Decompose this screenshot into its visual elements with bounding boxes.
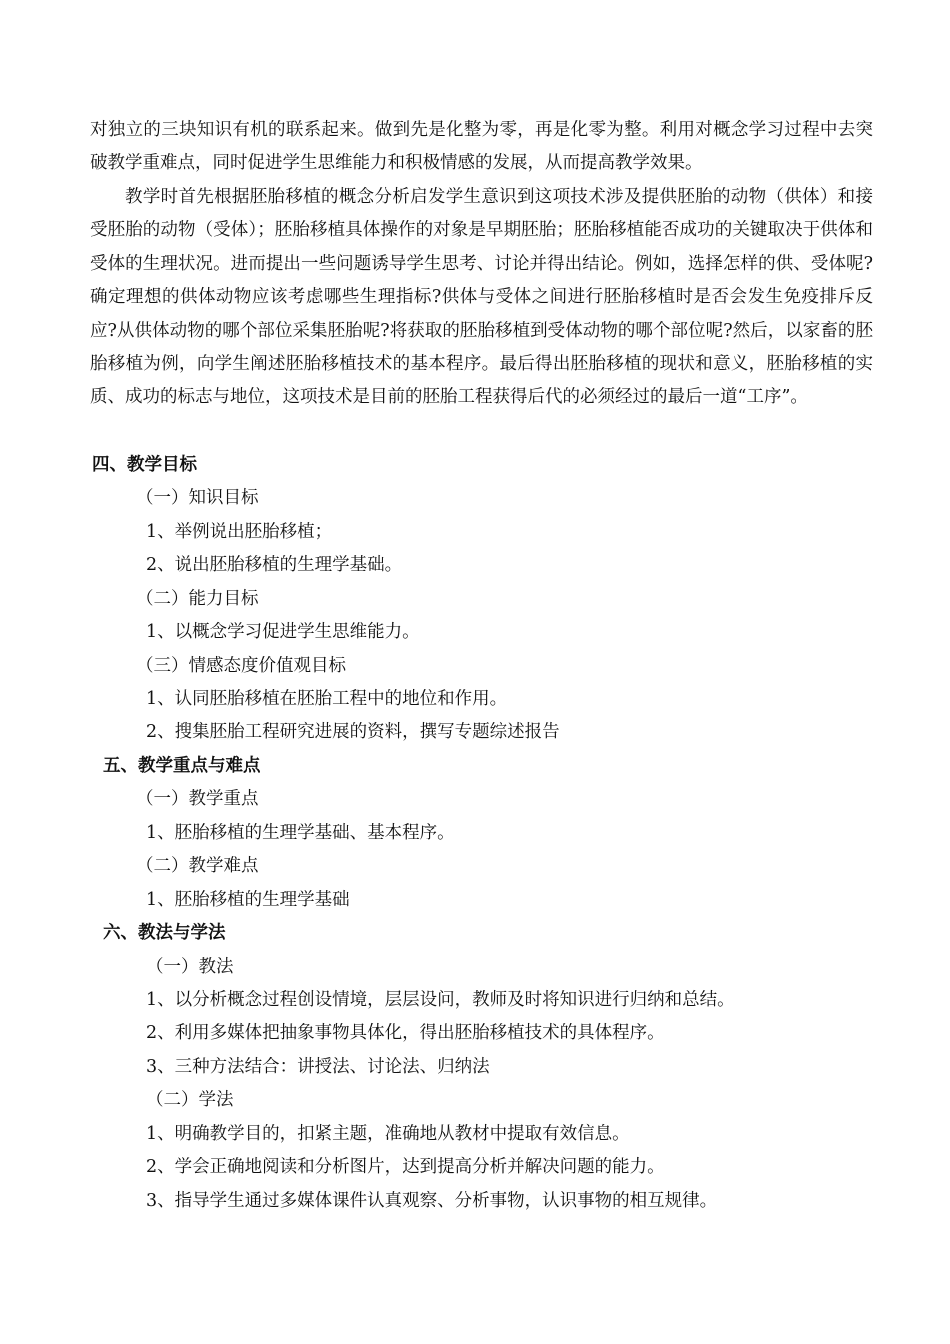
subheading-difficulties: （二）教学难点 — [136, 856, 259, 876]
list-item: 2、利用多媒体把抽象事物具体化，得出胚胎移植技术的具体程序。 — [146, 1023, 665, 1043]
section-heading-teaching-goals: 四、教学目标 — [92, 455, 197, 475]
list-item: 1、举例说出胚胎移植； — [146, 522, 333, 542]
paragraph-teaching-approach: 教学时首先根据胚胎移植的概念分析启发学生意识到这项技术涉及提供胚胎的动物（供体）和接受胚胎的动物（受体）；胚胎移植具体操作的对象是早期胚胎；胚胎移植能否成功的关键取决于供体和受体的生理状况。进而提出一些问题诱导学生思考、讨论并得出结论。例如，选择怎样的供、受体呢?确定理想的供体动物应该考虑哪些生理指标?供体与受体之间进行胚胎移植时是否会发生免疫排斥反应?从供体动物的哪个部位采集胚胎呢?将获取的胚胎移植到受体动物的哪个部位呢?然后，以家畜的胚胎移植为例，向学生阐述胚胎移植技术的基本程序。最后得出胚胎移植的现状和意义，胚胎移植的实质、成功的标志与地位，这项技术是目前的胚胎工程获得后代的必须经过的最后一道“工序”。 — [90, 187, 873, 408]
section-heading-methods: 六、教法与学法 — [103, 923, 226, 943]
subheading-key-points: （一）教学重点 — [136, 789, 259, 809]
list-item: 1、认同胚胎移植在胚胎工程中的地位和作用。 — [146, 689, 508, 709]
list-item: 1、胚胎移植的生理学基础、基本程序。 — [146, 823, 455, 843]
list-item: 1、明确教学目的，扣紧主题，准确地从教材中提取有效信息。 — [146, 1124, 630, 1144]
list-item: 3、指导学生通过多媒体课件认真观察、分析事物，认识事物的相互规律。 — [146, 1191, 718, 1211]
list-item: 1、胚胎移植的生理学基础 — [146, 890, 350, 910]
list-item: 2、说出胚胎移植的生理学基础。 — [146, 555, 403, 575]
paragraph-continuation: 对独立的三块知识有机的联系起来。做到先是化整为零，再是化零为整。利用对概念学习过程中去突破教学重难点，同时促进学生思维能力和积极情感的发展，从而提高教学效果。 — [90, 120, 873, 174]
list-item: 2、学会正确地阅读和分析图片，达到提高分析并解决问题的能力。 — [146, 1157, 665, 1177]
subheading-knowledge-goals: （一）知识目标 — [136, 488, 259, 508]
section-heading-key-points: 五、教学重点与难点 — [103, 756, 261, 776]
subheading-ability-goals: （二）能力目标 — [136, 589, 259, 609]
subheading-teaching-methods: （一）教法 — [146, 957, 234, 977]
subheading-attitude-goals: （三）情感态度价值观目标 — [136, 656, 346, 676]
list-item: 1、以概念学习促进学生思维能力。 — [146, 622, 420, 642]
list-item: 1、以分析概念过程创设情境，层层设问，教师及时将知识进行归纳和总结。 — [146, 990, 735, 1010]
list-item: 3、三种方法结合：讲授法、讨论法、归纳法 — [146, 1057, 490, 1077]
subheading-learning-methods: （二）学法 — [146, 1090, 234, 1110]
list-item: 2、搜集胚胎工程研究进展的资料，撰写专题综述报告 — [146, 722, 560, 742]
